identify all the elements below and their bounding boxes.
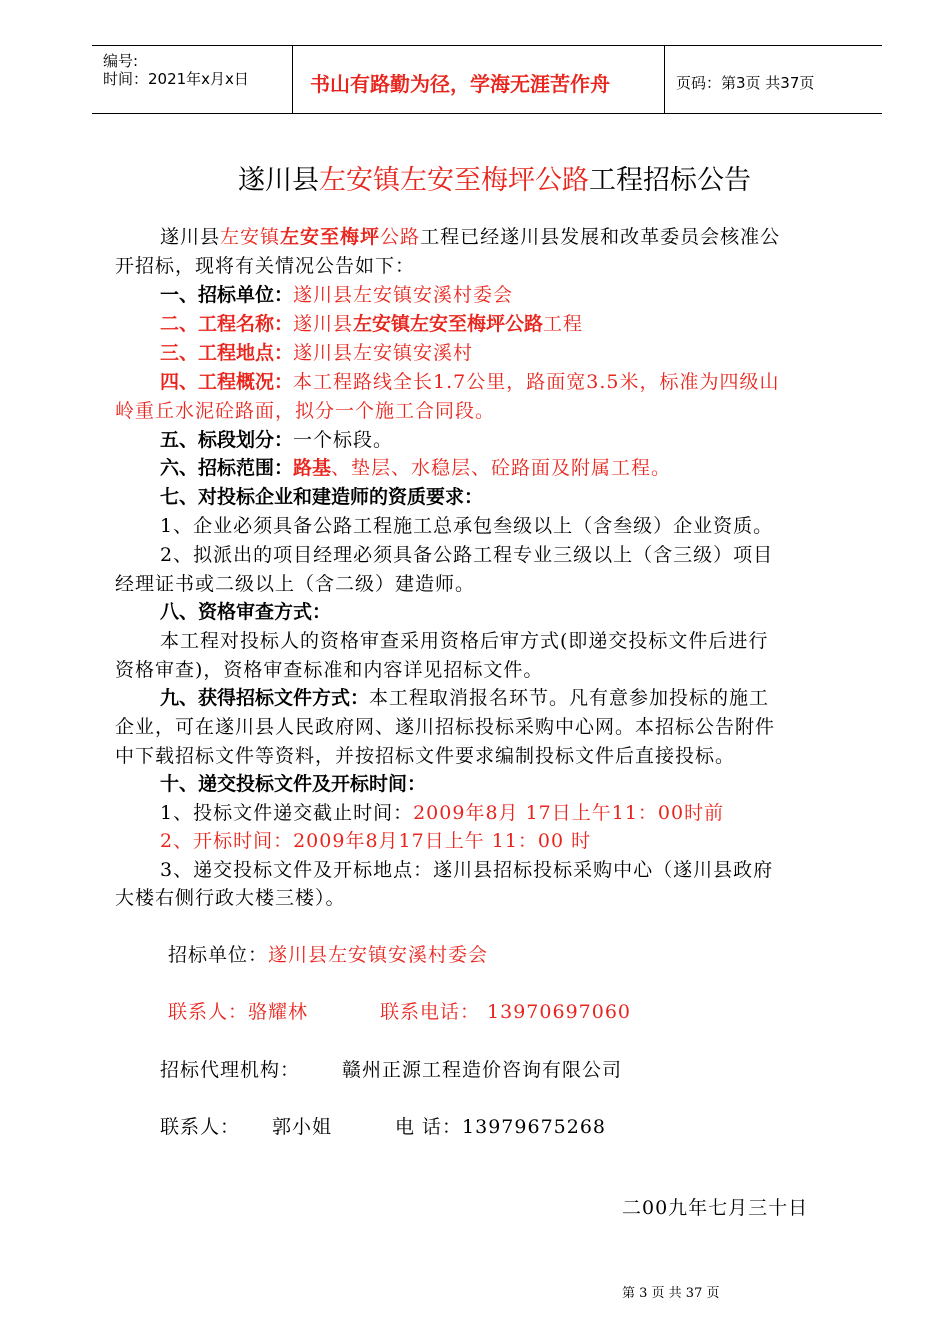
section-9-value: 本工程取消报名环节。凡有意参加投标的施工 bbox=[369, 687, 770, 709]
section-7-item-2b: 经理证书或二级以上（含二级）建造师。 bbox=[115, 573, 476, 595]
section-3-value: 遂川县左安镇安溪村 bbox=[293, 342, 474, 364]
closing-contact: 联系人：骆耀林 bbox=[168, 1001, 309, 1023]
intro-town: 左安镇 bbox=[220, 226, 281, 248]
section-4-value: 本工程路线全长1.7公里，路面宽3.5米，标准为四级山 bbox=[293, 371, 780, 393]
section-10-heading: 十、递交投标文件及开标时间： bbox=[160, 773, 427, 795]
section-8-line-1: 本工程对投标人的资格审查采用资格后审方式(即递交投标文件后进行 bbox=[160, 630, 769, 652]
section-3 bbox=[160, 338, 473, 365]
section-5 bbox=[160, 425, 393, 452]
intro-road: 公路 bbox=[380, 226, 421, 248]
intro-line-1 bbox=[160, 222, 780, 249]
issue-date: 二00九年七月三十日 bbox=[622, 1197, 809, 1219]
section-10-item-1-value: 2009年8月 17日上午11：00时前 bbox=[413, 802, 725, 824]
header-top-rule bbox=[92, 45, 882, 46]
section-2-suffix: 工程 bbox=[543, 313, 584, 335]
section-9-line-3: 中下载招标文件等资料，并按招标文件要求编制投标文件后直接投标。 bbox=[115, 745, 736, 767]
page-title bbox=[238, 158, 751, 197]
intro-rest: 工程已经遂川县发展和改革委员会核准公 bbox=[420, 226, 781, 248]
section-2 bbox=[160, 309, 583, 336]
agent-contact-label: 联系人： bbox=[160, 1116, 241, 1138]
agency-value: 赣州正源工程造价咨询有限公司 bbox=[342, 1059, 623, 1081]
agency-label: 招标代理机构： bbox=[160, 1059, 301, 1081]
section-7-heading: 七、对投标企业和建造师的资质要求： bbox=[160, 486, 484, 508]
section-4-line-2: 岭重丘水泥砼路面，拟分一个施工合同段。 bbox=[115, 400, 496, 422]
header-number-label: 编号: bbox=[103, 52, 139, 70]
closing-unit bbox=[168, 940, 488, 967]
section-2-heading: 二、工程名称： bbox=[160, 313, 294, 335]
header-motto: 书山有路勤为径，学海无涯苦作舟 bbox=[310, 72, 610, 96]
closing-unit-label: 招标单位： bbox=[168, 944, 269, 966]
section-8-heading: 八、资格审查方式： bbox=[160, 601, 332, 623]
header-divider-left bbox=[292, 45, 293, 114]
section-6-heading: 六、招标范围： bbox=[160, 457, 294, 479]
section-4-heading: 四、工程概况： bbox=[160, 371, 294, 393]
header-page-label: 页码：第3页 共37页 bbox=[676, 74, 815, 92]
section-2-county: 遂川县 bbox=[293, 313, 354, 335]
section-4 bbox=[160, 367, 779, 394]
section-1-value: 遂川县左安镇安溪村委会 bbox=[293, 284, 514, 306]
section-10-item-3a: 3、递交投标文件及开标地点：遂川县招标投标采购中心（遂川县政府 bbox=[160, 859, 774, 881]
section-1 bbox=[160, 280, 513, 307]
section-5-heading: 五、标段划分： bbox=[160, 429, 294, 451]
section-7-item-1: 1、企业必须具备公路工程施工总承包叁级以上（含叁级）企业资质。 bbox=[160, 515, 774, 537]
closing-unit-value: 遂川县左安镇安溪村委会 bbox=[268, 944, 489, 966]
title-part-county: 遂川县 bbox=[238, 165, 319, 196]
section-10-item-1-label: 1、投标文件递交截止时间： bbox=[160, 802, 414, 824]
agent-contact-value: 郭小姐 bbox=[272, 1116, 333, 1138]
section-9-line-2: 企业，可在遂川县人民政府网、遂川招标投标采购中心网。本招标公告附件 bbox=[115, 716, 776, 738]
section-10-item-2: 2、开标时间：2009年8月17日上午 11：00 时 bbox=[160, 830, 592, 852]
intro-county: 遂川县 bbox=[160, 226, 221, 248]
section-7-item-2a: 2、拟派出的项目经理必须具备公路工程专业三级以上（含三级）项目 bbox=[160, 544, 774, 566]
header-bottom-rule bbox=[92, 113, 882, 114]
section-9 bbox=[160, 683, 769, 710]
closing-phone: 联系电话： 13970697060 bbox=[380, 1001, 632, 1023]
section-2-route: 左安镇左安至梅坪公路 bbox=[353, 313, 544, 335]
title-part-notice: 工程招标公告 bbox=[589, 165, 751, 196]
intro-route: 左安至梅坪 bbox=[280, 226, 381, 248]
title-part-project: 左安镇左安至梅坪公路 bbox=[319, 165, 589, 196]
section-8-line-2: 资格审查)，资格审查标准和内容详见招标文件。 bbox=[115, 659, 544, 681]
section-6 bbox=[160, 453, 671, 480]
section-10-item-3b: 大楼右侧行政大楼三楼）。 bbox=[115, 887, 346, 909]
intro-line-2: 开招标，现将有关情况公告如下： bbox=[115, 255, 416, 277]
header-divider-right bbox=[664, 45, 665, 114]
section-9-heading: 九、获得招标文件方式： bbox=[160, 687, 370, 709]
section-6-value-bold: 路基 bbox=[293, 457, 332, 479]
agent-phone: 电 话：13979675268 bbox=[395, 1116, 607, 1138]
page-footer: 第 3 页 共 37 页 bbox=[622, 1286, 720, 1301]
section-10-item-1 bbox=[160, 798, 724, 825]
section-1-heading: 一、招标单位： bbox=[160, 284, 294, 306]
section-6-value: 、垫层、水稳层、砼路面及附属工程。 bbox=[331, 457, 672, 479]
header-time-label: 时间：2021年x月x日 bbox=[103, 70, 249, 88]
section-3-heading: 三、工程地点： bbox=[160, 342, 294, 364]
section-5-value: 一个标段。 bbox=[293, 429, 394, 451]
